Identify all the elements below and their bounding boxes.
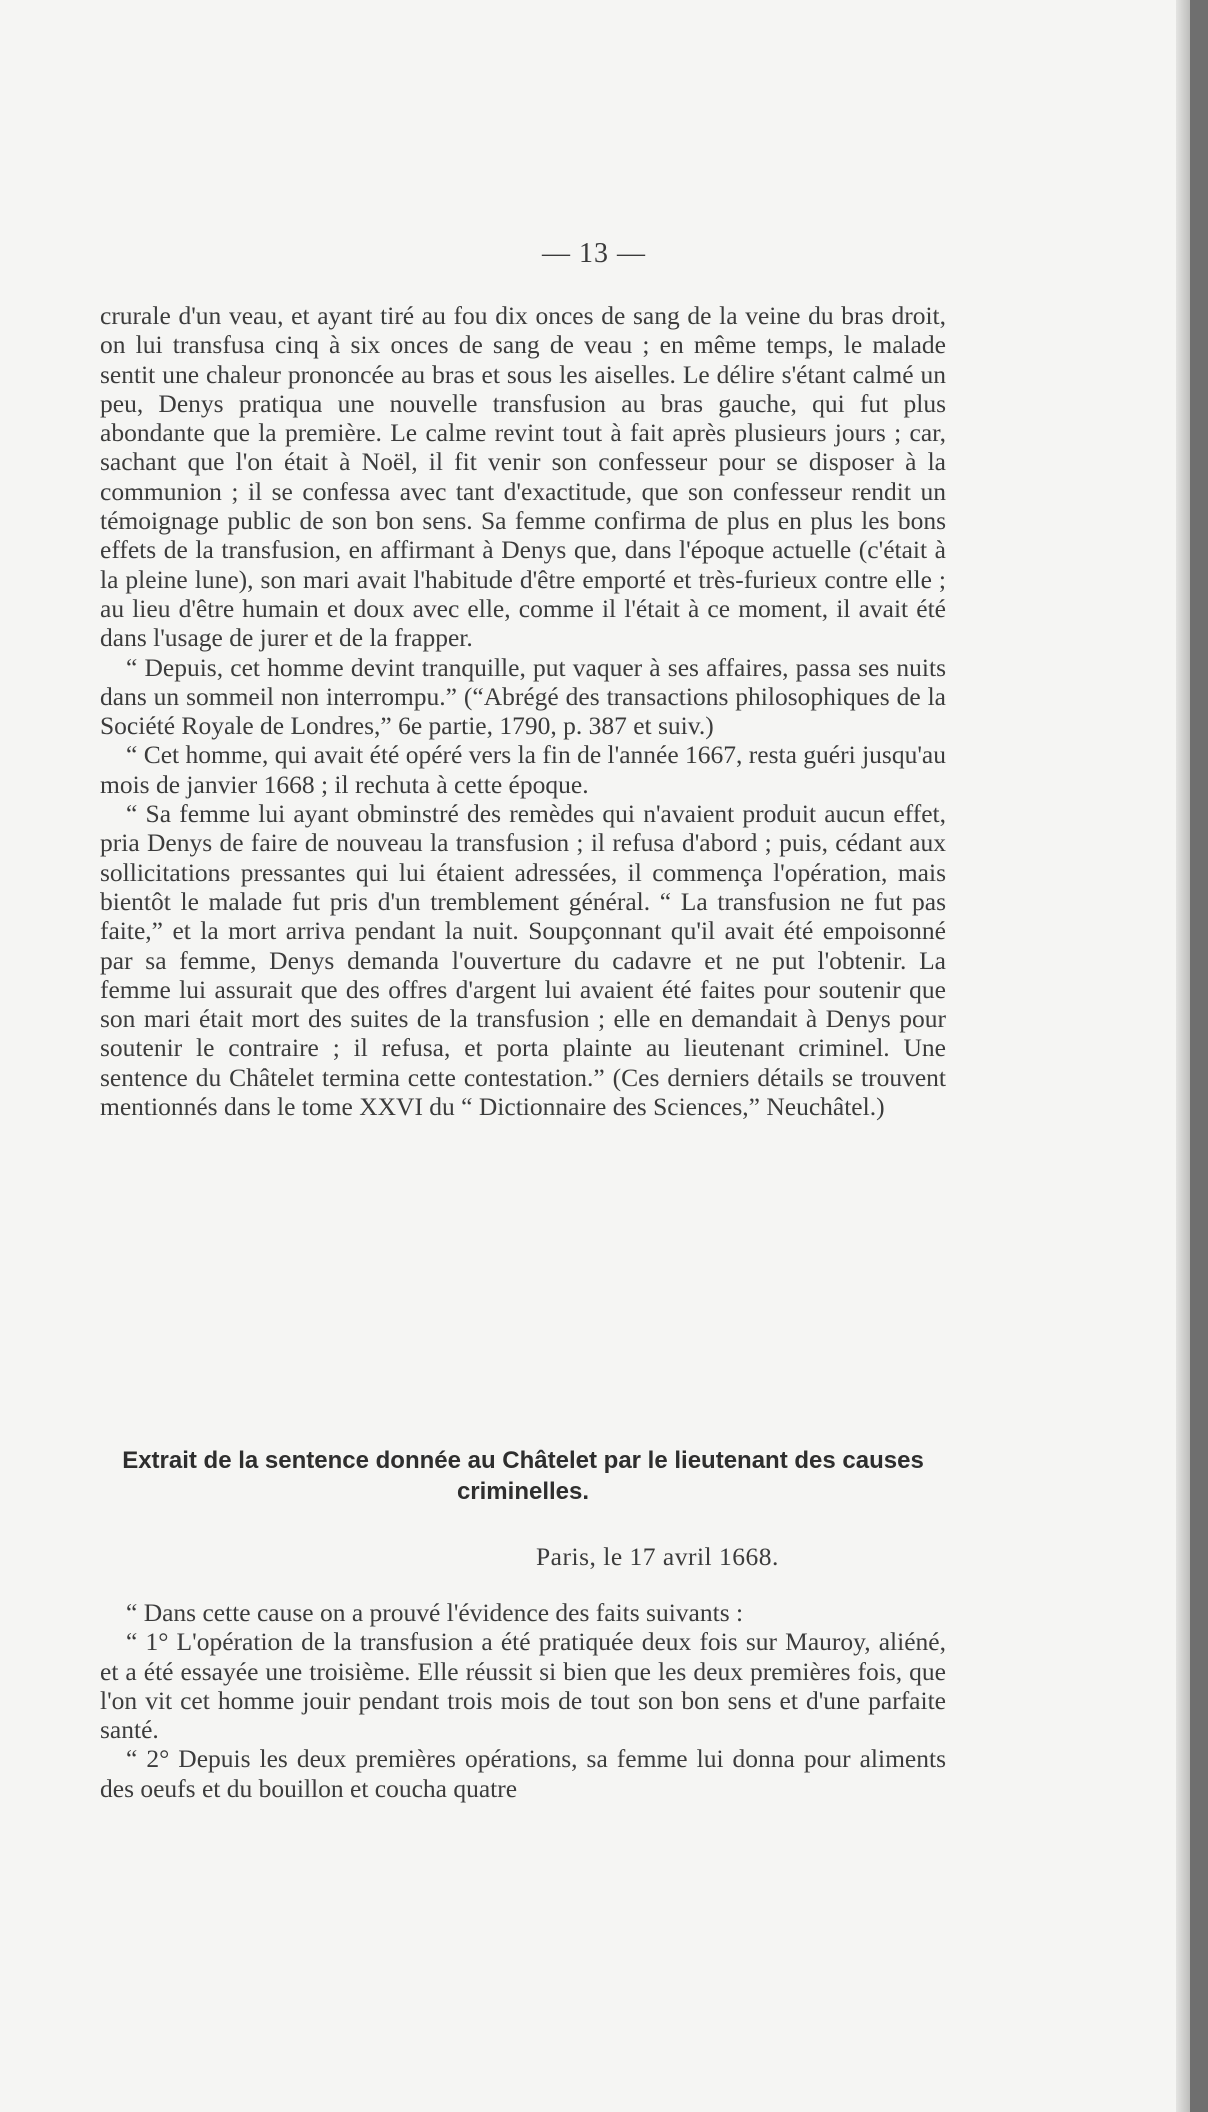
paragraph: “ Depuis, cet homme devint tranquille, put vaquer à ses affaires, passa ses nuits dans un sommeil non interrompu.” (“Abrégé des transactions philosophiques de la Société Royale de Londres,” 6e partie, 1790, p. 387 et suiv.) <box>100 652 946 741</box>
paragraph: crurale d'un veau, et ayant tiré au fou dix onces de sang de la veine du bras droit, on lui transfusa cinq à six onces de sang de veau ; en même temps, le malade sentit une chaleur prononcée au bras et sous les aiselles. Le délire s'étant calmé un peu, Denys pratiqua une nouvelle transfusion au bras gauche, qui fut plus abondante que la première. Le calme revint tout à fait après plusieurs jours ; car, sachant que l'on était à Noël, il fit venir son confesseur pour se disposer à la communion ; il se confessa avec tant d'exactitude, que son confesseur rendit un témoignage public de son bon sens. Sa femme confirma de plus en plus les bons effets de la transfusion, en affirmant à Denys que, dans l'époque actuelle (c'était à la pleine lune), son mari avait l'habitude d'être emporté et très-furieux contre elle ; au lieu d'être humain et doux avec elle, comme il l'était à ce moment, il avait été dans l'usage de jurer et de la frapper. <box>100 301 946 653</box>
paragraph: “ Dans cette cause on a prouvé l'évidence des faits suivants : <box>126 1598 744 1627</box>
main-text-block <box>100 301 946 1121</box>
paragraph: “ Cet homme, qui avait été opéré vers la fin de l'année 1667, resta guéri jusqu'au mois de janvier 1668 ; il rechuta à cette époque. <box>100 740 946 799</box>
paragraph: “ Sa femme lui ayant obminstré des remèdes qui n'avaient produit aucun effet, pria Denys de faire de nouveau la transfusion ; il refusa d'abord ; puis, cédant aux sollicitations pressantes qui lui étaient adressées, il commença l'opération, mais bientôt le malade fut pris d'un tremblement général. “ La transfusion ne fut pas faite,” et la mort arriva pendant la nuit. Soupçonnant qu'il avait été empoisonné par sa femme, Denys demanda l'ouverture du cadavre et ne put l'obtenir. La femme lui assurait que des offres d'argent lui avaient été faites pour soutenir que son mari était mort des suites de la transfusion ; elle en demandait à Denys pour soutenir le contraire ; il refusa, et porta plainte au lieutenant criminel. Une sentence du Châtelet termina cette contestation.” (Ces derniers détails se trouvent mentionnés dans le tome XXVI du “ Dictionnaire des Sciences,” Neuchâtel.) <box>100 799 946 1122</box>
section-heading: Extrait de la sentence donnée au Châtelet par le lieutenant des causes criminelles. <box>122 1447 924 1505</box>
page-number: — 13 — <box>542 238 646 269</box>
paragraph: “ 2° Depuis les deux premières opérations, sa femme lui donna pour aliments des oeufs et du bouillon et coucha quatre <box>100 1744 946 1803</box>
dateline: Paris, le 17 avril 1668. <box>536 1542 779 1571</box>
page-edge <box>1176 0 1190 2112</box>
sentence-text-block <box>100 1598 946 1803</box>
paragraph: “ 1° L'opération de la transfusion a été pratiquée deux fois sur Mauroy, aliéné, et a été essayée une troisième. Elle réussit si bien que les deux premières fois, que l'on vit cet homme jouir pendant trois mois de tout son bon sens et d'une parfaite santé. <box>100 1627 946 1745</box>
